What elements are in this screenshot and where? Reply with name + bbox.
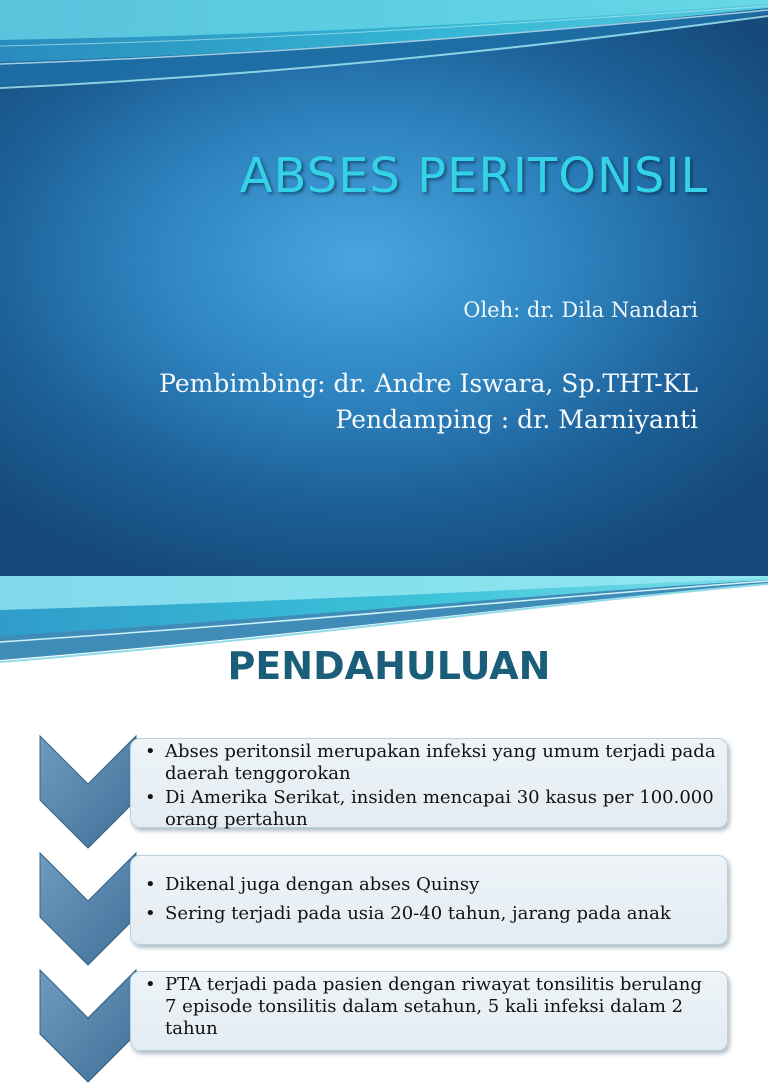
chevron-arrow-icon <box>38 966 138 1086</box>
bullet-icon: • <box>145 741 156 762</box>
mentor-line: Pembimbing: dr. Andre Iswara, Sp.THT-KL <box>159 369 698 398</box>
companion-line: Pendamping : dr. Marniyanti <box>335 405 698 434</box>
bullet-icon: • <box>145 974 156 995</box>
bullet-icon: • <box>145 874 156 895</box>
slide-title: ABSES PERITONSIL <box>239 148 709 204</box>
list-item: • Di Amerika Serikat, insiden mencapai 30 kasus per 100.000 orang pertahun <box>145 787 714 830</box>
bullet-box <box>130 855 728 945</box>
chevron-arrow-icon <box>38 849 138 969</box>
list-item: • Sering terjadi pada usia 20-40 tahun, jarang pada anak <box>145 903 671 924</box>
list-item: • Dikenal juga dengan abses Quinsy <box>145 874 480 895</box>
slide-heading: PENDAHULUAN <box>227 644 551 688</box>
mentor-block <box>159 366 698 438</box>
bullet-box <box>130 738 728 828</box>
chevron-arrow-icon <box>38 732 138 852</box>
list-item: • PTA terjadi pada pasien dengan riwayat tonsilitis berulang 7 episode tonsilitis dalam setahun, 5 kali infeksi dalam 2 tahun <box>145 974 702 1039</box>
list-item: • Abses peritonsil merupakan infeksi yang umum terjadi pada daerah tenggorokan <box>145 741 716 784</box>
bullet-icon: • <box>145 903 156 924</box>
wave-banner <box>0 0 768 100</box>
bullet-box <box>130 971 728 1051</box>
bullet-icon: • <box>145 787 156 808</box>
author-byline: Oleh: dr. Dila Nandari <box>463 298 698 322</box>
content-slide <box>0 576 768 1039</box>
